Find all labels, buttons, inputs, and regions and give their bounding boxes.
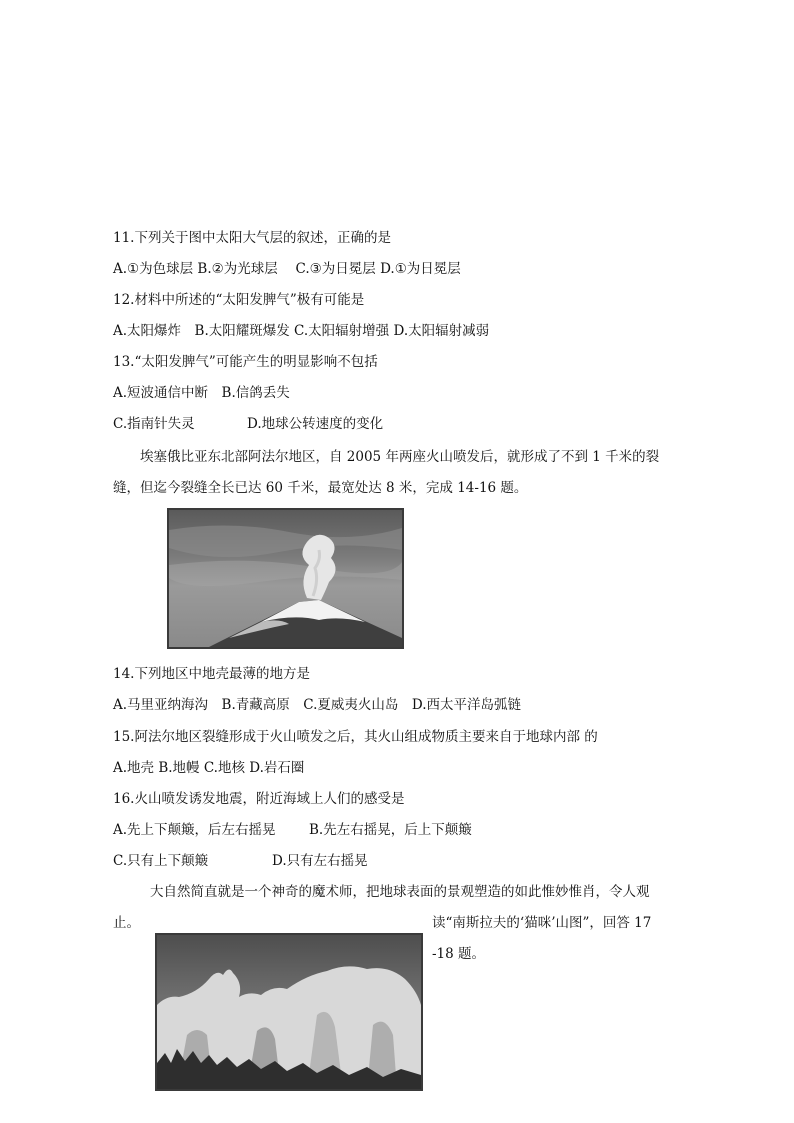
passage-cat-line3-right: -18 题。 [432,946,486,962]
q14-stem: 14.下列地区中地壳最薄的地方是 [113,666,310,682]
q12-stem: 12.材料中所述的“太阳发脾气”极有可能是 [113,292,365,308]
passage-cat-line2-right: 读“南斯拉夫的‘猫咪’山图”，回答 17 [432,915,652,931]
q13-stem: 13.“太阳发脾气”可能产生的明显影响不包括 [113,354,378,370]
passage-afar-line2: 缝，但迄今裂缝全长已达 60 千米，最宽处达 8 米，完成 14-16 题。 [113,480,528,496]
q15-options: A.地壳 B.地幔 C.地核 D.岩石圈 [113,760,305,776]
q11-options: A.①为色球层 B.②为光球层 C.③为日冕层 D.①为日冕层 [113,261,461,277]
q16-option-d: D.只有左右摇晃 [272,853,368,869]
cat-mountain-photo [155,933,423,1091]
q15-stem: 15.阿法尔地区裂缝形成于火山喷发之后，其火山组成物质主要来自于地球内部 的 [113,729,598,745]
q13-option-c: C.指南针失灵 [113,416,195,432]
q16-option-b: B.先左右摇晃，后上下颠簸 [309,822,472,838]
passage-cat-line2-left: 止。 [113,915,140,931]
passage-cat-line1: 大自然简直就是一个神奇的魔术师，把地球表面的景观塑造的如此惟妙惟肖，令人观 [150,884,650,900]
q16-option-c: C.只有上下颠簸 [113,853,209,869]
q16-option-a: A.先上下颠簸，后左右摇晃 [113,822,276,838]
q13-options: A.短波通信中断 B.信鸽丢失 [113,385,290,401]
volcano-photo [167,508,404,649]
q16-stem: 16.火山喷发诱发地震，附近海域上人们的感受是 [113,791,405,807]
passage-afar-line1: 埃塞俄比亚东北部阿法尔地区，自 2005 年两座火山喷发后，就形成了不到 1 千米的裂 [140,449,660,465]
q13-option-d: D.地球公转速度的变化 [247,416,384,432]
q11-stem: 11.下列关于图中太阳大气层的叙述，正确的是 [113,230,391,246]
q14-options: A.马里亚纳海沟 B.青藏高原 C.夏威夷火山岛 D.西太平洋岛弧链 [113,697,522,713]
q12-options: A.太阳爆炸 B.太阳耀斑爆发 C.太阳辐射增强 D.太阳辐射减弱 [113,323,490,339]
